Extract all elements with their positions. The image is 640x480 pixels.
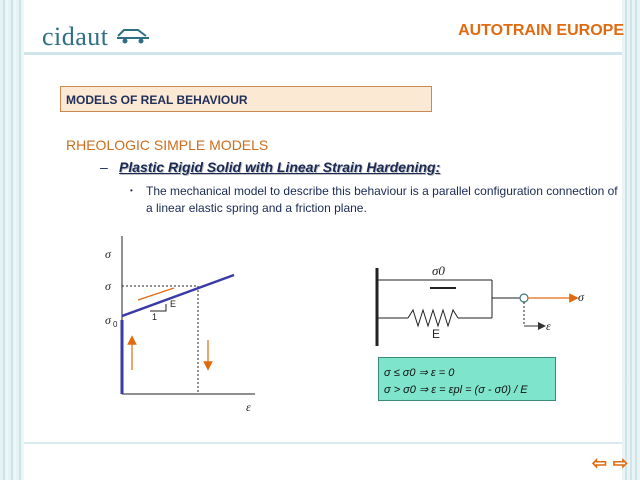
prev-arrow-icon[interactable]: ⇦ (591, 453, 607, 473)
slide-navigation (592, 454, 628, 472)
sigma-label: σ (105, 279, 111, 293)
stress-strain-graph (122, 236, 255, 394)
content-heading: RHEOLOGIC SIMPLE MODELS (66, 137, 269, 153)
spring (408, 310, 458, 326)
next-arrow-icon[interactable]: ⇨ (612, 453, 628, 473)
formula-line-1: σ ≤ σ0 ⇒ ε = 0 (384, 367, 455, 379)
slope-E-label: E (170, 299, 177, 309)
bullet-text: The mechanical model to describe this behaviour is a parallel configuration connection of a linear elastic spring and a friction plane. (146, 184, 618, 215)
bullet-mark: • (130, 186, 133, 195)
formula-line-2: σ > σ0 ⇒ ε = εpl = (σ - σ0) / E (384, 384, 528, 396)
hardening-line (122, 275, 234, 316)
strain-epsilon-label: ε (546, 319, 551, 333)
slope-unit-label: 1 (152, 312, 158, 322)
sigma0-label: σ (105, 313, 111, 327)
spring-E-label: E (432, 327, 441, 341)
sigma0-model-label: σ0 (432, 263, 445, 278)
cidaut-logo: cidaut (42, 22, 109, 51)
force-sigma-label: σ (578, 290, 584, 304)
section-title: MODELS OF REAL BEHAVIOUR (66, 93, 248, 107)
content-subheading: Plastic Rigid Solid with Linear Strain Hardening: (119, 159, 441, 175)
rheological-model (377, 268, 574, 346)
sigma0-subscript: 0 (113, 320, 118, 329)
x-axis-label: ε (246, 400, 251, 414)
brand-title: AUTOTRAIN EUROPE (458, 22, 624, 39)
list-dash: – (100, 159, 108, 175)
y-axis-label: σ (105, 247, 111, 261)
node-point (520, 294, 528, 302)
footer-divider (24, 442, 622, 444)
formula-box (378, 357, 556, 401)
